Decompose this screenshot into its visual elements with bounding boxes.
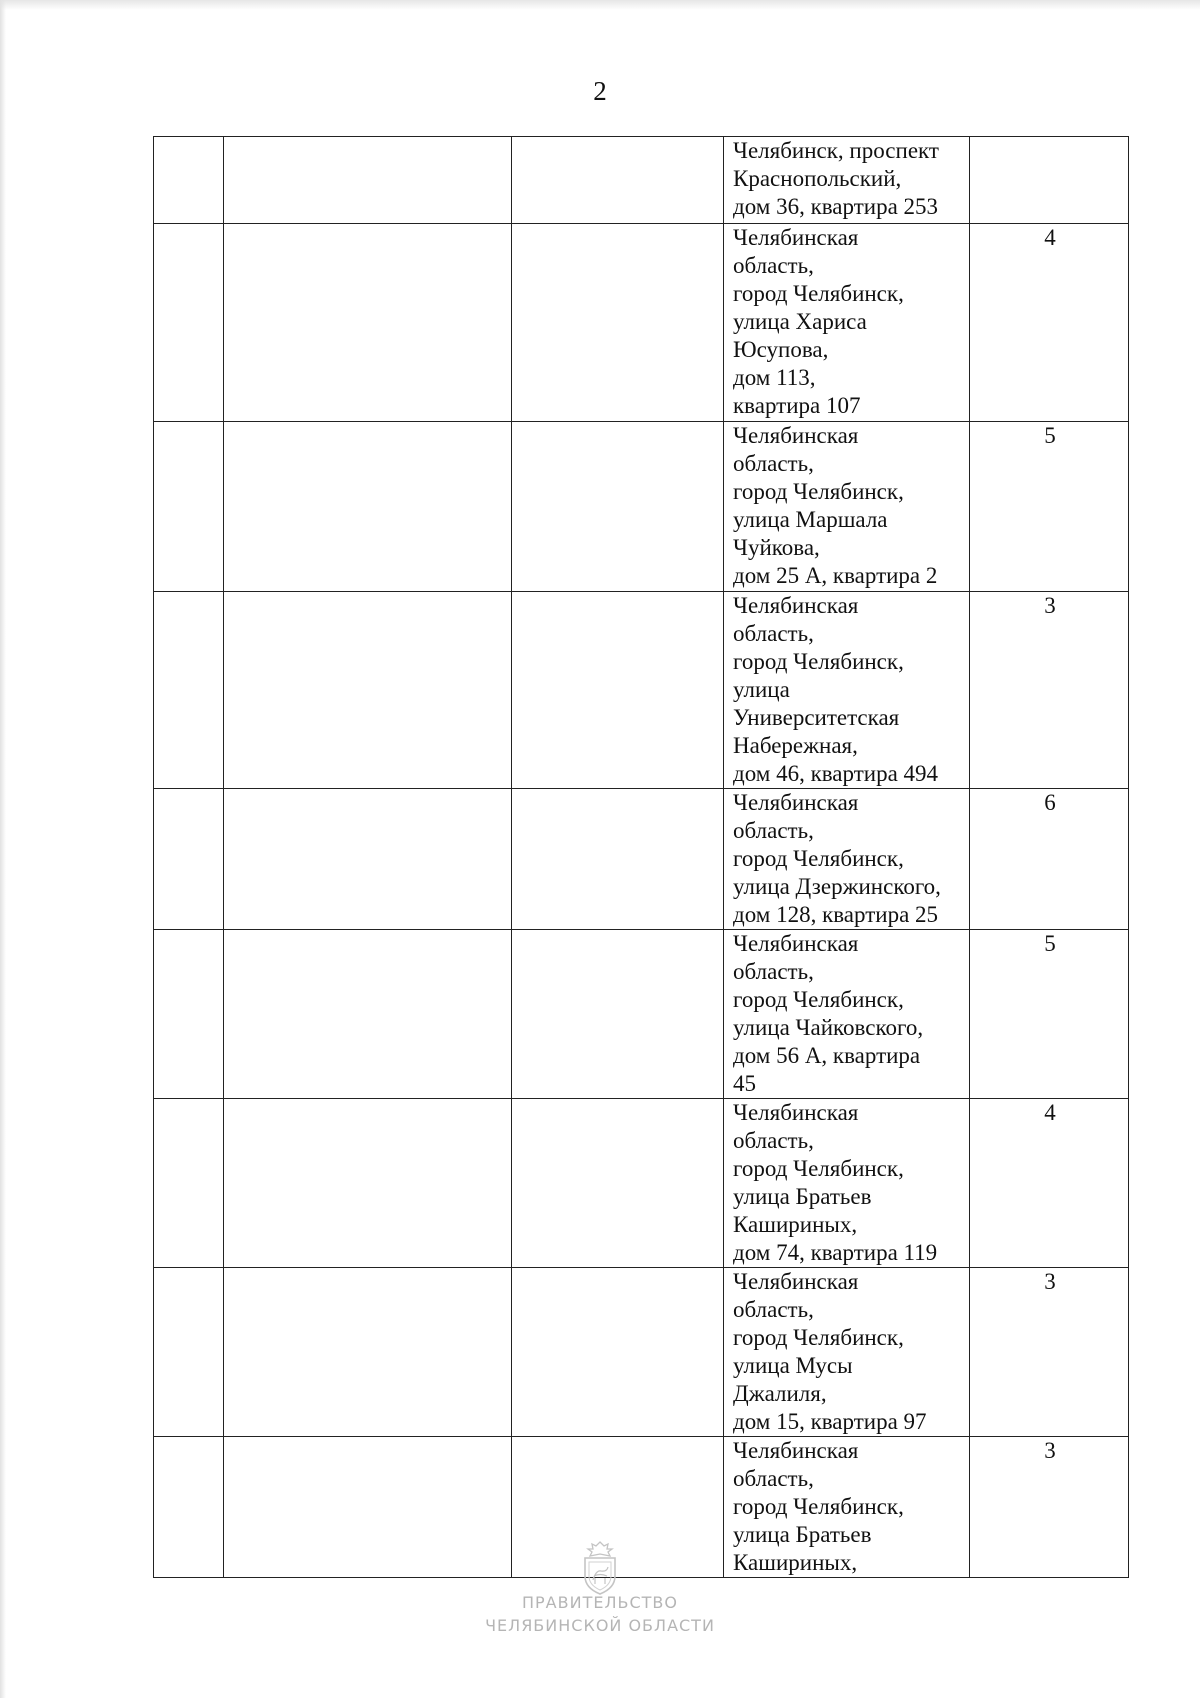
address-line: улица Чайковского, <box>733 1015 924 1040</box>
address-line: область, <box>733 1128 814 1153</box>
table-row <box>154 422 1129 592</box>
address-line: Джалиля, <box>733 1381 827 1406</box>
address-line: улица Дзержинского, <box>733 874 941 899</box>
address-cell <box>724 930 970 1099</box>
address-cell <box>724 137 970 224</box>
address-cell <box>724 592 970 789</box>
address-line: улица Хариса <box>733 309 867 334</box>
empty-cell <box>224 789 512 930</box>
address-line: 45 <box>733 1071 756 1096</box>
table-row <box>154 1099 1129 1268</box>
address-line: область, <box>733 1297 814 1322</box>
table-row <box>154 137 1129 224</box>
government-stamp <box>430 1540 770 1640</box>
address-line: Челябинская <box>733 790 859 815</box>
address-line: Кашириных, <box>733 1212 858 1237</box>
address-line: город Челябинск, <box>733 649 904 674</box>
empty-cell <box>224 1268 512 1437</box>
coat-of-arms-icon <box>577 1540 623 1596</box>
empty-cell <box>154 422 224 592</box>
address-cell <box>724 224 970 422</box>
count-cell: 3 <box>970 1268 1129 1437</box>
address-line: улица <box>733 677 790 702</box>
address-line: область, <box>733 621 814 646</box>
count-cell: 3 <box>970 1437 1129 1578</box>
address-line: Челябинская <box>733 1100 859 1125</box>
address-line: область, <box>733 1466 814 1491</box>
count-cell: 3 <box>970 592 1129 789</box>
address-line: дом 15, квартира 97 <box>733 1409 927 1434</box>
table-row <box>154 592 1129 789</box>
address-line: квартира 107 <box>733 393 861 418</box>
address-line: дом 46, квартира 494 <box>733 761 939 786</box>
table-row <box>154 789 1129 930</box>
address-line: Кашириных, <box>733 1550 858 1575</box>
empty-cell <box>512 224 724 422</box>
empty-cell <box>154 1099 224 1268</box>
empty-cell <box>512 930 724 1099</box>
address-line: город Челябинск, <box>733 1156 904 1181</box>
address-line: город Челябинск, <box>733 987 904 1012</box>
address-line: город Челябинск, <box>733 479 904 504</box>
count-cell <box>970 137 1129 224</box>
empty-cell <box>512 422 724 592</box>
empty-cell <box>154 592 224 789</box>
empty-cell <box>154 137 224 224</box>
address-line: Челябинская <box>733 423 859 448</box>
stamp-title-line: ПРАВИТЕЛЬСТВО <box>522 1593 678 1612</box>
empty-cell <box>512 1099 724 1268</box>
empty-cell <box>512 592 724 789</box>
address-line: Юсупова, <box>733 337 829 362</box>
address-line: город Челябинск, <box>733 846 904 871</box>
empty-cell <box>154 1437 224 1578</box>
address-line: город Челябинск, <box>733 281 904 306</box>
address-line: область, <box>733 451 814 476</box>
address-line: Челябинская <box>733 931 859 956</box>
address-line: дом 128, квартира 25 <box>733 902 939 927</box>
empty-cell <box>154 224 224 422</box>
empty-cell <box>224 137 512 224</box>
count-cell: 4 <box>970 224 1129 422</box>
address-line: Челябинская <box>733 1269 859 1294</box>
address-line: область, <box>733 818 814 843</box>
count-cell: 4 <box>970 1099 1129 1268</box>
empty-cell <box>512 789 724 930</box>
address-line: Челябинская <box>733 593 859 618</box>
address-line: Чуйкова, <box>733 535 820 560</box>
table-row <box>154 224 1129 422</box>
count-cell: 5 <box>970 930 1129 1099</box>
page-number: 2 <box>593 76 607 106</box>
table-row <box>154 930 1129 1099</box>
address-line: Челябинская <box>733 225 859 250</box>
address-line: город Челябинск, <box>733 1325 904 1350</box>
empty-cell <box>224 1099 512 1268</box>
empty-cell <box>154 930 224 1099</box>
empty-cell <box>154 1268 224 1437</box>
address-line: область, <box>733 253 814 278</box>
address-line: улица Братьев <box>733 1522 872 1547</box>
scan-edge <box>0 0 6 1698</box>
address-cell <box>724 1268 970 1437</box>
stamp-subtitle-line: ЧЕЛЯБИНСКОЙ ОБЛАСТИ <box>485 1616 715 1635</box>
address-line: дом 25 А, квартира 2 <box>733 563 938 588</box>
address-line: дом 74, квартира 119 <box>733 1240 938 1265</box>
address-cell <box>724 789 970 930</box>
address-line: Челябинская <box>733 1438 859 1463</box>
address-line: Набережная, <box>733 733 858 758</box>
empty-cell <box>224 930 512 1099</box>
address-line: улица Мусы <box>733 1353 853 1378</box>
address-table <box>153 136 1129 1578</box>
count-cell: 6 <box>970 789 1129 930</box>
address-line: дом 56 А, квартира <box>733 1043 921 1068</box>
address-cell <box>724 1099 970 1268</box>
address-line: Краснопольский, <box>733 166 902 191</box>
empty-cell <box>224 592 512 789</box>
empty-cell <box>154 789 224 930</box>
address-line: Челябинск, проспект <box>733 138 939 163</box>
empty-cell <box>224 224 512 422</box>
address-line: область, <box>733 959 814 984</box>
scan-edge <box>0 0 1200 10</box>
address-line: улица Маршала <box>733 507 888 532</box>
empty-cell <box>512 137 724 224</box>
address-line: дом 113, <box>733 365 816 390</box>
address-line: Университетская <box>733 705 900 730</box>
count-cell: 5 <box>970 422 1129 592</box>
table-row <box>154 1268 1129 1437</box>
address-cell <box>724 422 970 592</box>
empty-cell <box>224 422 512 592</box>
empty-cell <box>512 1268 724 1437</box>
address-line: улица Братьев <box>733 1184 872 1209</box>
address-line: город Челябинск, <box>733 1494 904 1519</box>
address-line: дом 36, квартира 253 <box>733 194 939 219</box>
